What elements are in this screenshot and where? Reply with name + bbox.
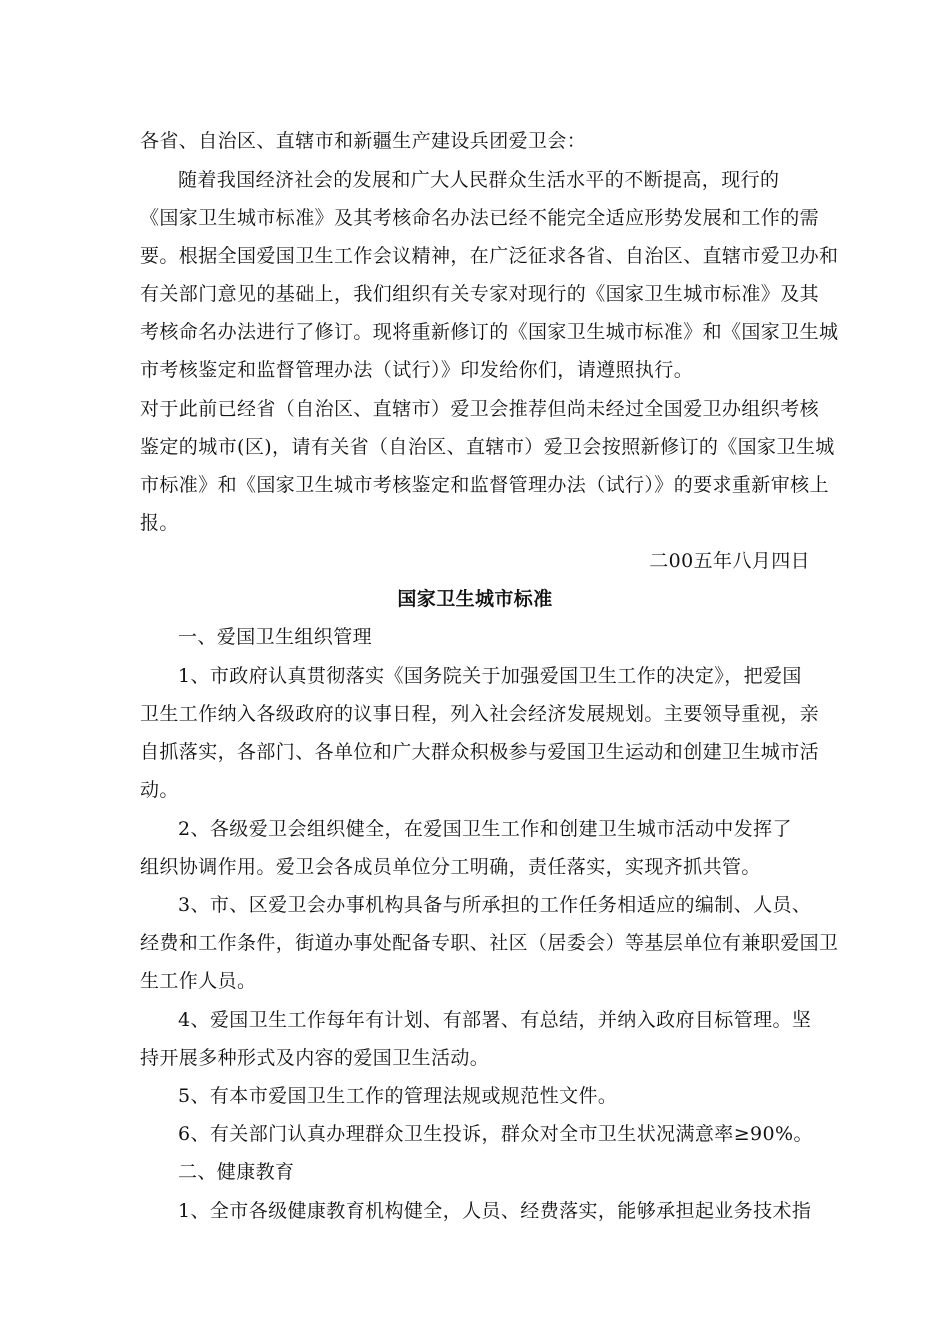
section-1-heading: 一、爱国卫生组织管理 — [178, 626, 373, 648]
notice-paragraph-1-line-3: 要。根据全国爱国卫生工作会议精神，在广泛征求各省、自治区、直辖市爱卫办和 — [140, 245, 839, 267]
notice-paragraph-1-line-6: 市考核鉴定和监督管理办法（试行）》印发给你们，请遵照执行。 — [140, 359, 694, 381]
notice-paragraph-1-line-1: 随着我国经济社会的发展和广大人民群众生活水平的不断提高，现行的 — [178, 169, 780, 191]
item-3-line-1: 3、市、区爱卫会办事机构具备与所承担的工作任务相适应的编制、人员、 — [178, 894, 812, 916]
item-1-line-4: 动。 — [140, 779, 179, 801]
document-title: 国家卫生城市标准 — [397, 588, 553, 610]
notice-paragraph-2-line-4: 报。 — [140, 512, 179, 534]
notice-paragraph-2-line-1: 对于此前已经省（自治区、直辖市）爱卫会推荐但尚未经过全国爱卫办组织考核 — [140, 398, 820, 420]
item-1-line-3: 自抓落实，各部门、各单位和广大群众积极参与爱国卫生运动和创建卫生城市活 — [140, 741, 820, 763]
section-2-item-1-line-1: 1、全市各级健康教育机构健全，人员、经费落实，能够承担起业务技术指 — [178, 1200, 812, 1222]
item-5: 5、有本市爱国卫生工作的管理法规或规范性文件。 — [178, 1085, 618, 1107]
notice-paragraph-1-line-5: 考核命名办法进行了修订。现将重新修订的《国家卫生城市标准》和《国家卫生城 — [140, 321, 839, 343]
item-2-line-1: 2、各级爱卫会组织健全，在爱国卫生工作和创建卫生城市活动中发挥了 — [178, 818, 792, 840]
item-2-line-2: 组织协调作用。爱卫会各成员单位分工明确，责任落实，实现齐抓共管。 — [140, 856, 761, 878]
item-3-line-2: 经费和工作条件，街道办事处配备专职、社区（居委会）等基层单位有兼职爱国卫 — [140, 932, 839, 954]
item-1-line-2: 卫生工作纳入各级政府的议事日程，列入社会经济发展规划。主要领导重视，亲 — [140, 703, 820, 725]
item-4-line-1: 4、爱国卫生工作每年有计划、有部署、有总结，并纳入政府目标管理。坚 — [178, 1009, 812, 1031]
notice-paragraph-2-line-2: 鉴定的城市(区)，请有关省（自治区、直辖市）爱卫会按照新修订的《国家卫生城 — [140, 436, 835, 458]
notice-paragraph-1-line-4: 有关部门意见的基础上，我们组织有关专家对现行的《国家卫生城市标准》及其 — [140, 283, 820, 305]
item-3-line-3: 生工作人员。 — [140, 970, 257, 992]
issue-date: 二00五年八月四日 — [649, 550, 810, 572]
notice-paragraph-1-line-2: 《国家卫生城市标准》及其考核命名办法已经不能完全适应形势发展和工作的需 — [140, 207, 820, 229]
notice-paragraph-2-line-3: 市标准》和《国家卫生城市考核鉴定和监督管理办法（试行）》的要求重新审核上 — [140, 474, 829, 496]
salutation: 各省、自治区、直辖市和新疆生产建设兵团爱卫会： — [140, 130, 587, 152]
section-2-heading: 二、健康教育 — [178, 1161, 295, 1183]
item-1-line-1: 1、市政府认真贯彻落实《国务院关于加强爱国卫生工作的决定》，把爱国 — [178, 665, 802, 687]
item-4-line-2: 持开展多种形式及内容的爱国卫生活动。 — [140, 1047, 490, 1069]
item-6: 6、有关部门认真办理群众卫生投诉，群众对全市卫生状况满意率≥90%。 — [178, 1123, 813, 1145]
